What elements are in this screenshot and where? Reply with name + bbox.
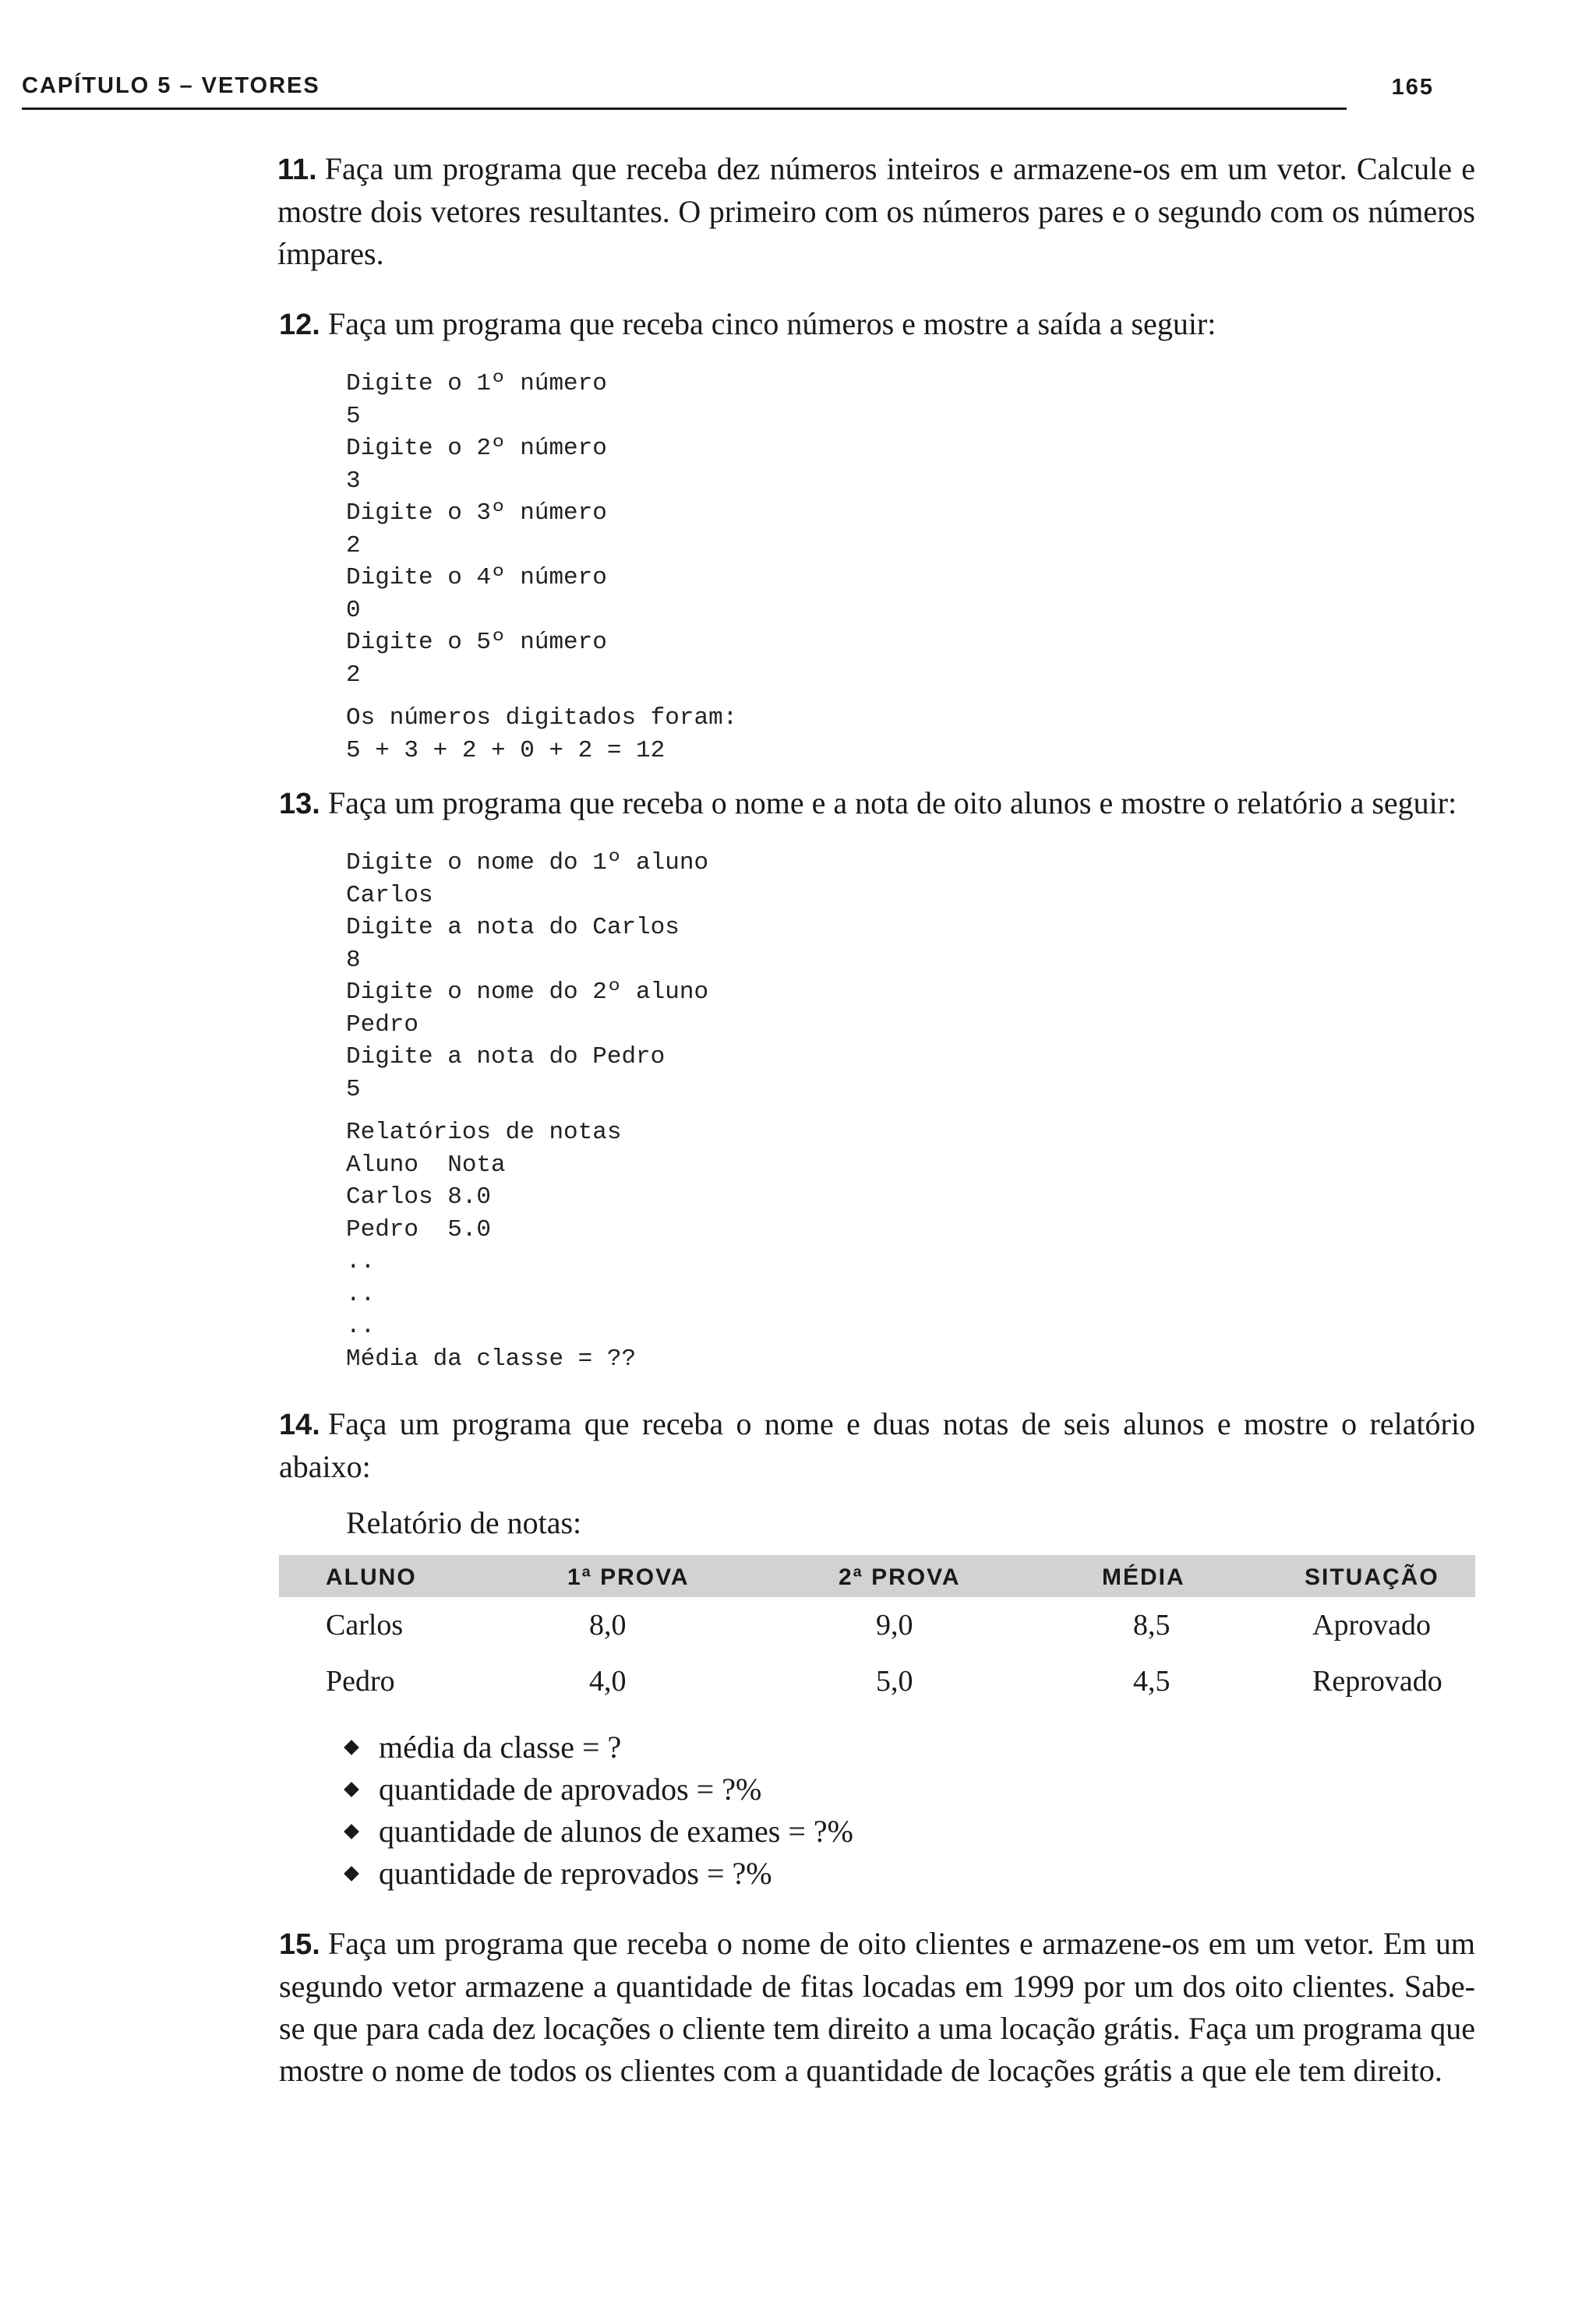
code-line: 3 xyxy=(346,467,361,495)
code-line: Aluno Nota xyxy=(346,1151,506,1179)
code-line: Digite o 1º número xyxy=(346,370,607,397)
exercise-12 xyxy=(279,303,1475,767)
code-line: 2 xyxy=(346,661,361,689)
table-cell: Reprovado xyxy=(1312,1665,1442,1698)
exercise-14-text xyxy=(279,1403,1475,1488)
exercise-12-output xyxy=(346,368,1475,767)
code-line: 2 xyxy=(346,531,361,559)
grades-table xyxy=(279,1555,1475,1709)
chapter-title: CAPÍTULO 5 – VETORES xyxy=(22,73,320,98)
report-subheading: Relatório de notas: xyxy=(346,1505,582,1540)
exercise-13-text xyxy=(279,782,1475,825)
code-line: Carlos 8.0 xyxy=(346,1183,492,1211)
exercise-body: Faça um programa que receba cinco números e mostre a saída a seguir: xyxy=(327,306,1216,341)
list-item-text: média da classe = ? xyxy=(379,1730,622,1765)
code-line: 5 xyxy=(346,1075,361,1103)
code-line: Digite o 2º número xyxy=(346,435,607,462)
exercise-12-text xyxy=(279,303,1475,346)
column-header: MÉDIA xyxy=(1102,1564,1185,1590)
exercise-number: 15. xyxy=(279,1928,320,1961)
exercise-number: 11. xyxy=(277,153,317,186)
code-line: Relatórios de notas xyxy=(346,1119,622,1146)
code-line: Carlos xyxy=(346,881,433,909)
page-number: 165 xyxy=(1391,75,1434,100)
table-cell: 4,0 xyxy=(589,1665,627,1698)
bullet-icon xyxy=(344,1824,359,1839)
bullet-list xyxy=(346,1726,1475,1895)
list-item xyxy=(346,1726,1475,1769)
list-item xyxy=(346,1769,1475,1811)
exercise-number: 12. xyxy=(279,309,320,341)
exercise-body: Faça um programa que receba dez números inteiros e armazene-os em um vetor. Calcule e mostre dois vetores resultantes. O primeiro com os números pares e o segundo com os números ímpares. xyxy=(277,151,1475,271)
list-item-text: quantidade de reprovados = ?% xyxy=(379,1856,772,1891)
list-item-text: quantidade de alunos de exames = ?% xyxy=(379,1814,854,1849)
code-line: Média da classe = ?? xyxy=(346,1345,637,1373)
exercise-15 xyxy=(279,1923,1475,2092)
column-header: ALUNO xyxy=(326,1564,417,1590)
table-cell: 8,5 xyxy=(1133,1609,1171,1642)
code-line: Pedro xyxy=(346,1010,419,1039)
page-header xyxy=(22,69,1434,110)
table-row xyxy=(279,1653,1475,1709)
code-line: .. xyxy=(346,1248,376,1275)
code-line: .. xyxy=(346,1313,376,1340)
code-line: Os números digitados foram: xyxy=(346,704,738,732)
column-header: 1ª PROVA xyxy=(567,1564,690,1590)
table-cell: 9,0 xyxy=(876,1609,913,1642)
code-line: .. xyxy=(346,1280,376,1308)
exercise-number: 13. xyxy=(279,788,320,820)
list-item xyxy=(346,1853,1475,1895)
bullet-icon xyxy=(344,1782,359,1797)
code-line: Digite a nota do Carlos xyxy=(346,914,680,941)
code-line: Digite o 3º número xyxy=(346,499,607,527)
table-cell: Pedro xyxy=(326,1665,395,1698)
code-line: Pedro 5.0 xyxy=(346,1215,492,1243)
exercise-13-output xyxy=(346,847,1475,1375)
table-cell: 4,5 xyxy=(1133,1665,1171,1698)
bullet-icon xyxy=(344,1866,359,1881)
table-cell: Aprovado xyxy=(1312,1609,1431,1642)
code-line: Digite o nome do 2º aluno xyxy=(346,979,709,1006)
page-content xyxy=(279,148,1475,2092)
code-line: Digite o 5º número xyxy=(346,629,607,656)
code-line: Digite o 4º número xyxy=(346,564,607,591)
table-cell: 8,0 xyxy=(589,1609,627,1642)
list-item xyxy=(346,1811,1475,1853)
table-cell: Carlos xyxy=(326,1609,404,1642)
table-header-row xyxy=(279,1555,1475,1597)
exercise-body: Faça um programa que receba o nome de oito clientes e armazene-os em um vetor. Em um segundo vetor armazene a quantidade de fitas locadas em 1999 por um dos oito clientes. Sabe-se que para cada dez locações o cliente tem direito a uma locação grátis. Faça um programa que mostre o nome de todos os clientes com a quantidade de locações grátis a que ele tem direito. xyxy=(279,1926,1475,2088)
bullet-icon xyxy=(344,1740,359,1755)
column-header: SITUAÇÃO xyxy=(1305,1564,1439,1590)
code-line: 5 + 3 + 2 + 0 + 2 = 12 xyxy=(346,736,666,764)
code-line: 0 xyxy=(346,596,361,624)
table-cell: 5,0 xyxy=(876,1665,913,1698)
table-row xyxy=(279,1597,1475,1653)
exercise-14 xyxy=(279,1403,1475,1895)
exercise-15-text xyxy=(279,1923,1475,2092)
exercise-body: Faça um programa que receba o nome e a nota de oito alunos e mostre o relatório a seguir: xyxy=(327,785,1457,820)
code-line: Digite a nota do Pedro xyxy=(346,1043,666,1070)
column-header: 2ª PROVA xyxy=(839,1564,961,1590)
exercise-11 xyxy=(277,148,1475,275)
code-line: 5 xyxy=(346,402,361,430)
code-line: Digite o nome do 1º aluno xyxy=(346,849,709,876)
list-item-text: quantidade de aprovados = ?% xyxy=(379,1772,762,1807)
exercise-13 xyxy=(279,782,1475,1375)
exercise-number: 14. xyxy=(279,1409,320,1441)
exercise-body: Faça um programa que receba o nome e duas notas de seis alunos e mostre o relatório abaixo: xyxy=(279,1406,1475,1484)
exercise-11-text xyxy=(277,148,1475,275)
code-line: 8 xyxy=(346,946,361,974)
